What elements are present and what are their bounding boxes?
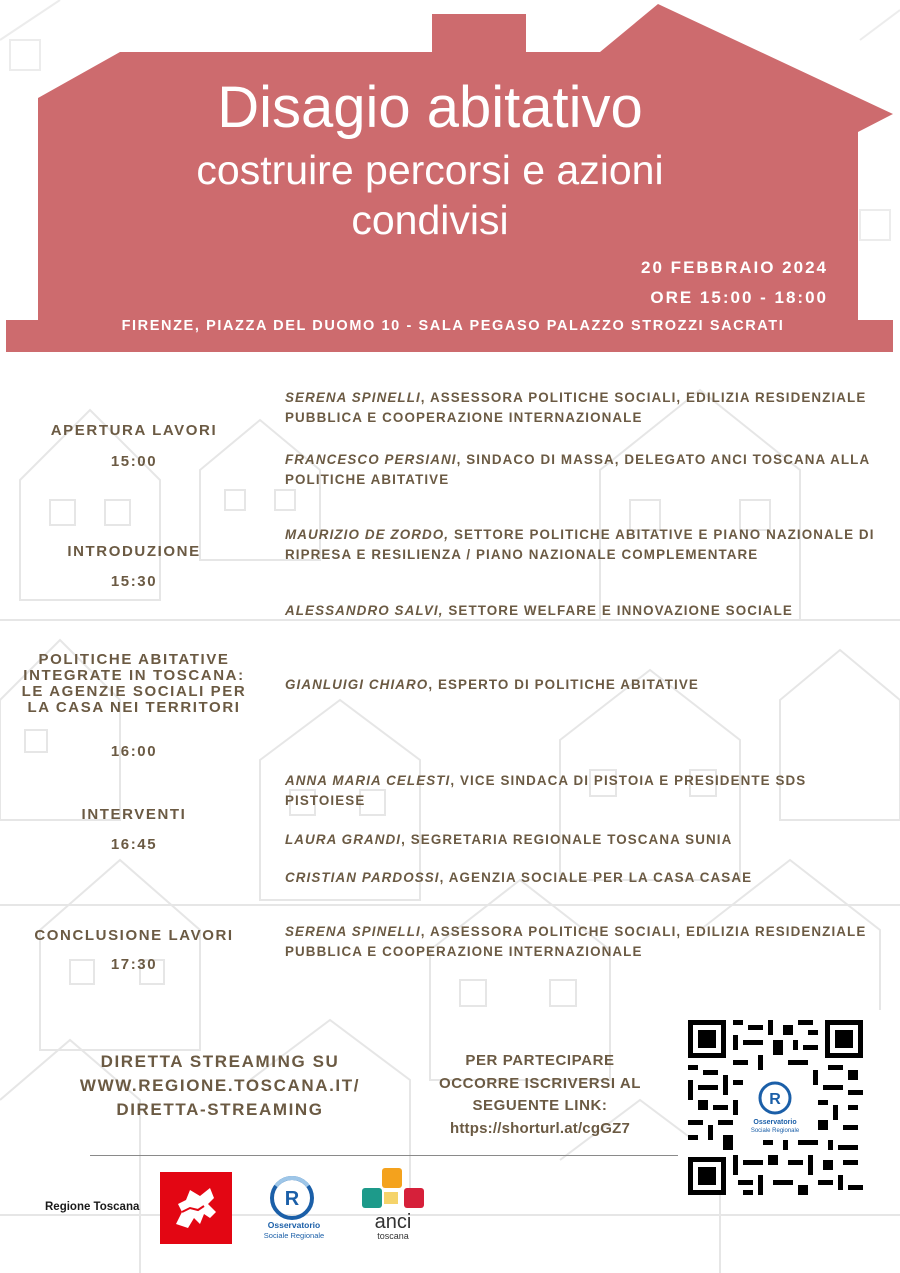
streaming-info[interactable] (30, 1050, 410, 1122)
speaker-item (285, 525, 885, 565)
agenda-label-interventi: INTERVENTI (81, 806, 187, 823)
regione-toscana-label: Regione Toscana (45, 1201, 140, 1213)
speaker-role: SETTORE WELFARE E INNOVAZIONE SOCIALE (443, 603, 793, 618)
speaker-role: , ESPERTO DI POLITICHE ABITATIVE (428, 677, 699, 692)
agenda-time-introduzione: 15:30 (110, 573, 158, 590)
speaker-role: SETTORE POLITICHE ABITATIVE E PIANO NAZIONALE DI RIPRESA E RESILIENZA / PIANO NAZIONALE COMPLEMENTARE (285, 527, 875, 562)
speaker-name: SERENA SPINELLI (285, 924, 421, 939)
streaming-line1: DIRETTA STREAMING SU (100, 1052, 340, 1071)
speaker-role: , AGENZIA SOCIALE PER LA CASA CASAE (439, 870, 753, 885)
streaming-url-line2[interactable]: DIRETTA-STREAMING (116, 1100, 324, 1119)
event-subtitle-line1: costruire percorsi e azioni (196, 147, 664, 193)
svg-text:R: R (769, 1091, 781, 1108)
speaker-name: ANNA MARIA CELESTI (285, 773, 451, 788)
event-title: Disagio abitativo (217, 75, 643, 140)
event-subtitle-line2: condivisi (351, 197, 509, 243)
qr-code[interactable] (688, 1020, 863, 1195)
anci-word: anci (374, 1211, 412, 1233)
qr-logo-text2: Sociale Regionale (750, 1128, 800, 1134)
speaker-role: , SINDACO DI MASSA, DELEGATO ANCI TOSCANA ALLA POLITICHE ABITATIVE (285, 452, 870, 487)
agenda-label-politiche: POLITICHE ABITATIVE INTEGRATE IN TOSCANA: LE AGENZIE SOCIALI PER LA CASA NEI TERRITORI (21, 651, 247, 716)
speaker-item (285, 450, 885, 490)
speaker-name: ALESSANDRO SALVI, (285, 603, 444, 618)
speaker-name: MAURIZIO DE ZORDO, (285, 527, 450, 542)
event-time: ORE 15:00 - 18:00 (650, 288, 828, 307)
registration-line3: SEGUENTE LINK: (472, 1097, 608, 1114)
agenda-time-interventi: 16:45 (110, 836, 158, 853)
qr-logo-text1: Osservatorio (753, 1119, 797, 1126)
streaming-url-line1[interactable]: WWW.REGIONE.TOSCANA.IT/ (79, 1076, 361, 1095)
speaker-name: CRISTIAN PARDOSSI (285, 870, 440, 885)
agenda-label-apertura: APERTURA LAVORI (50, 422, 218, 439)
speaker-role: , ASSESSORA POLITICHE SOCIALI, EDILIZIA RESIDENZIALE PUBBLICA E COOPERAZIONE INTERNAZIONALE (285, 924, 867, 959)
speaker-item (285, 601, 885, 621)
anci-toscana-logo (358, 1168, 430, 1242)
speaker-name: FRANCESCO PERSIANI (285, 452, 457, 467)
speaker-name: GIANLUIGI CHIARO (285, 677, 429, 692)
speaker-role: , ASSESSORA POLITICHE SOCIALI, EDILIZIA RESIDENZIALE PUBBLICA E COOPERAZIONE INTERNAZIONALE (285, 390, 867, 425)
osservatorio-sociale-regionale-logo (258, 1172, 338, 1244)
agenda-time-conclusione: 17:30 (110, 956, 158, 973)
registration-info (415, 1050, 665, 1140)
speaker-name: LAURA GRANDI (285, 832, 402, 847)
speaker-item (285, 675, 885, 695)
agenda-time-apertura: 15:00 (110, 453, 158, 470)
event-date: 20 FEBBRAIO 2024 (641, 258, 828, 277)
speaker-item (285, 388, 885, 428)
regione-toscana-logo (160, 1172, 232, 1244)
speaker-item (285, 868, 885, 888)
osr-logo-text2: Sociale Regionale (263, 1231, 325, 1240)
speaker-item (285, 830, 885, 850)
agenda-label-conclusione: CONCLUSIONE LAVORI (34, 927, 234, 944)
svg-text:R: R (284, 1188, 300, 1210)
speaker-role: , SEGRETARIA REGIONALE TOSCANA SUNIA (401, 832, 733, 847)
speaker-role: , VICE SINDACA DI PISTOIA E PRESIDENTE SDS PISTOIESE (285, 773, 807, 808)
speaker-item (285, 922, 885, 962)
registration-line2: OCCORRE ISCRIVERSI AL (438, 1074, 642, 1092)
footer-divider (90, 1155, 678, 1156)
agenda-label-introduzione: INTRODUZIONE (67, 543, 201, 560)
osr-logo-text1: Osservatorio (267, 1220, 321, 1230)
speaker-name: SERENA SPINELLI (285, 390, 421, 405)
anci-sub: toscana (377, 1231, 409, 1241)
registration-line1: PER PARTECIPARE (465, 1052, 615, 1069)
registration-link[interactable]: https://shorturl.at/cgGZ7 (449, 1119, 630, 1137)
agenda-time-politiche: 16:00 (110, 743, 158, 760)
speaker-item (285, 771, 885, 811)
event-venue: FIRENZE, PIAZZA DEL DUOMO 10 - SALA PEGASO PALAZZO STROZZI SACRATI (121, 318, 785, 334)
